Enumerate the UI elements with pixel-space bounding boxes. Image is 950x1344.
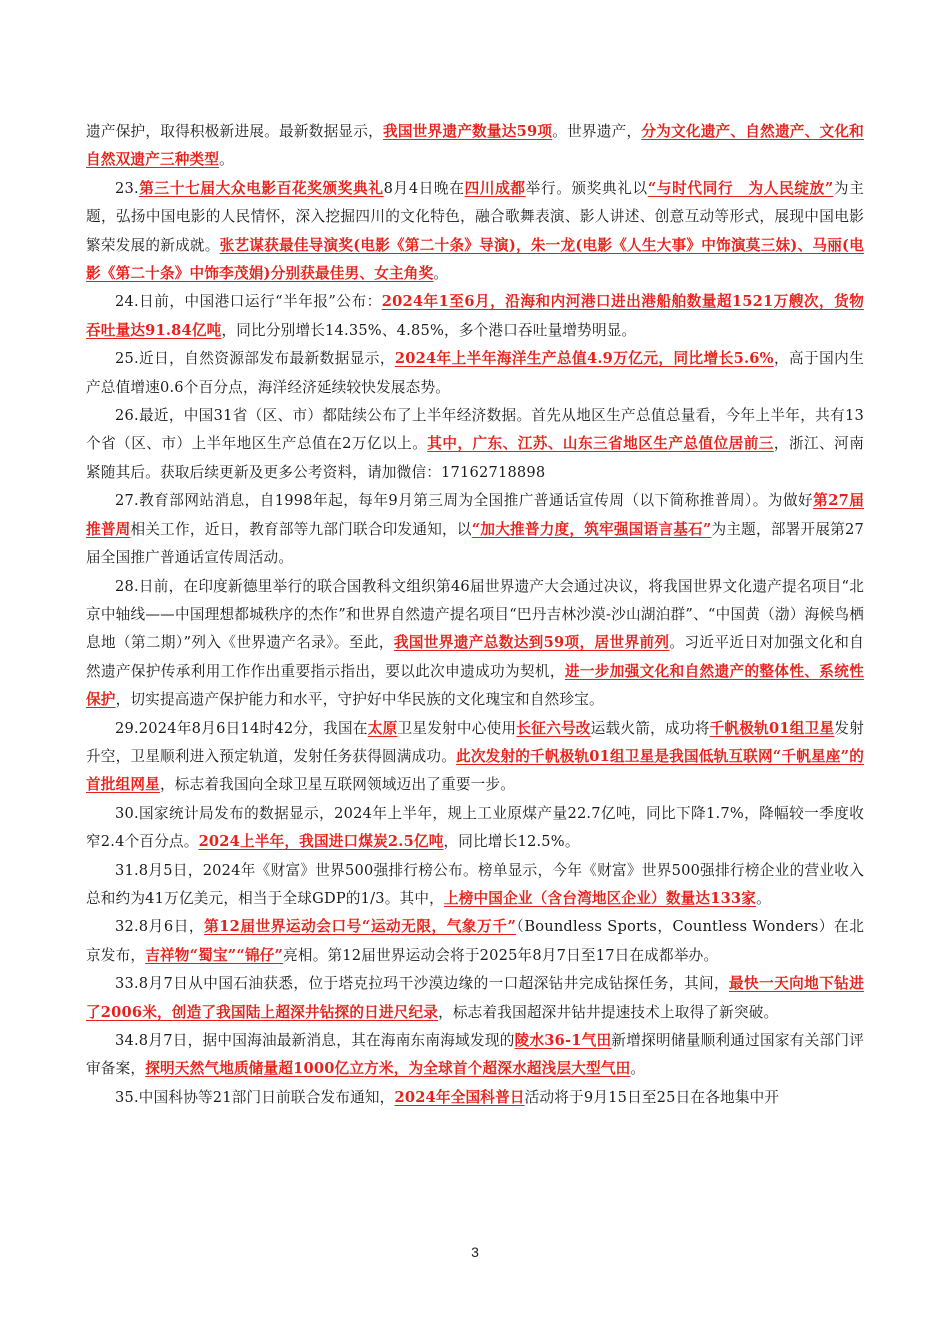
highlighted-text: 分为文化遗产、自然遗产、文化和自然双遗产三种类型 [86, 123, 864, 169]
highlighted-text: 第三十七届大众电影百花奖颁奖典礼 [138, 179, 384, 197]
highlighted-text: 长征六号改 [516, 719, 591, 737]
body-text: 。 [756, 889, 771, 907]
body-text: 27.教育部网站消息，自1998年起，每年9月第三周为全国推广普通话宣传周（以下简称推普周）。为做好 [115, 492, 814, 510]
highlighted-text: 2024年上半年海洋生产总值4.9万亿元，同比增长5.6% [394, 350, 774, 368]
body-text: 34.8月7日，据中国海油最新消息，其在海南东南海域发现的 [115, 1032, 515, 1049]
body-text: 运载火箭，成功将 [590, 719, 710, 737]
paragraph-5 [86, 487, 864, 572]
highlighted-text: 我国世界遗产总数达到59项，居世界前列 [393, 634, 670, 652]
paragraph-8 [86, 800, 864, 857]
highlighted-text: 2024上半年，我国进口煤炭2.5亿吨 [198, 833, 444, 851]
body-text: 。 [630, 1060, 646, 1078]
body-text: 为主题，部署开展第27届全国推广普通话宣传周活动。 [86, 520, 864, 567]
body-text: 举行。颁奖典礼以 [525, 179, 648, 197]
body-text: 33.8月7日从中国石油获悉，位于塔克拉玛干沙漠边缘的一口超深钻井完成钻探任务，其间， [115, 975, 730, 993]
highlighted-text: 2024年1至6月，沿海和内河港口进出港船舶数量超1521万艘次，货物吞吐量达91.84亿吨 [86, 293, 865, 339]
body-text: 29.2024年8月6日14时42分，我国在 [115, 719, 368, 737]
body-text: 25.近日，自然资源部发布最新数据显示， [115, 350, 395, 368]
highlighted-text: 四川成都 [464, 179, 526, 197]
paragraph-6 [86, 573, 864, 715]
highlighted-text: 此次发射的千帆极轨01组卫星是我国低轨互联网“千帆星座”的首批组网星 [86, 747, 864, 794]
body-text: 26.最近，中国31省（区、市）都陆续公布了上半年经济数据。首先从地区生产总值总量看，今年上半年，共有13个省（区、市）上半年地区生产总值在2万亿以上。 [86, 407, 864, 453]
paragraph-2 [86, 288, 864, 345]
paragraph-4 [86, 402, 864, 487]
highlighted-text: “与时代同行 为人民绽放” [647, 179, 834, 197]
highlighted-text: 进一步加强文化和自然遗产的整体性、系统性保护 [86, 662, 864, 709]
body-text: 28.日前，在印度新德里举行的联合国教科文组织第46届世界遗产大会通过决议，将我国世界文化遗产提名项目“北京中轴线——中国理想都城秩序的杰作”和世界自然遗产提名项目“巴丹吉林沙漠-沙山湖泊群”、“中国黄（渤）海候鸟栖息地（第二期）”列入《世界遗产名录》。至此， [86, 577, 864, 652]
highlighted-text: 陵水36-1气田 [514, 1032, 612, 1049]
highlighted-text: 上榜中国企业（含台湾地区企业）数量达133家 [443, 889, 757, 907]
highlighted-text: 最快一天向地下钻进了2006米，创造了我国陆上超深井钻探的日进尺纪录 [86, 975, 864, 1021]
body-text: 新增探明储量顺利通过国家有关部门评审备案， [86, 1032, 864, 1078]
body-text: 。世界遗产， [552, 123, 642, 140]
body-text: 。习近平近日对加强文化和自然遗产保护传承利用工作作出重要指示指出，要以此次申遗成功为契机， [86, 634, 864, 680]
highlighted-text: 张艺谋获最佳导演奖(电影《第二十条》导演)，朱一龙(电影《人生大事》中饰演莫三妹)、马丽(电影《第二十条》中饰李茂娟)分别获最佳男、女主角奖 [86, 236, 864, 283]
body-text: 35.中国科协等21部门日前联合发布通知， [115, 1088, 395, 1106]
body-text: （Boundless Sports，Countless Wonders）在北京发布， [86, 918, 865, 964]
body-text: 遗产保护，取得积极新进展。最新数据显示， [86, 123, 383, 140]
paragraph-13 [86, 1084, 864, 1112]
highlighted-text: 其中，广东、江苏、山东三省地区生产总值位居前三 [427, 435, 774, 453]
body-text: ，标志着我国向全球卫星互联网领域迈出了重要一步。 [159, 776, 516, 794]
body-text: 卫星发射中心使用 [397, 719, 517, 737]
paragraph-11 [86, 970, 864, 1027]
highlighted-text: 第27届推普周 [86, 492, 865, 538]
body-text: 24.日前，中国港口运行“半年报”公布： [115, 293, 382, 311]
body-text: 23. [115, 179, 139, 197]
body-text: ，标志着我国超深井钻井提速技术上取得了新突破。 [438, 1003, 779, 1021]
paragraph-7 [86, 715, 864, 800]
highlighted-text: 第12届世界运动会口号“运动无限，气象万千” [204, 918, 517, 936]
highlighted-text: 我国世界遗产数量达59项 [382, 123, 553, 140]
body-text: 活动将于9月15日至25日在各地集中开 [524, 1088, 780, 1106]
paragraph-9 [86, 857, 864, 914]
highlighted-text: 太原 [367, 719, 398, 737]
body-text: ，浙江、河南紧随其后。获取后续更新及更多公考资料，请加微信：17162718898 [86, 435, 865, 481]
paragraph-3 [86, 345, 864, 402]
highlighted-text: 探明天然气地质储量超1000亿立方米，为全球首个超深水超浅层大型气田 [145, 1060, 631, 1078]
body-text: 亮相。第12届世界运动会将于2025年8月7日至17日在成都举办。 [283, 946, 719, 964]
body-text: ，高于国内生产总值增速0.6个百分点，海洋经济延续较快发展态势。 [86, 350, 864, 396]
paragraph-0 [86, 118, 864, 175]
body-text: 发射升空，卫星顺利进入预定轨道，发射任务获得圆满成功。 [86, 719, 865, 765]
body-text: ，同比增长12.5%。 [443, 833, 580, 851]
paragraph-10 [86, 913, 864, 970]
highlighted-text: “加大推普力度，筑牢强国语言基石” [471, 520, 712, 538]
body-text: 8月4日晚在 [383, 179, 465, 197]
body-text: 32.8月6日， [115, 918, 205, 936]
highlighted-text: 2024年全国科普日 [394, 1088, 525, 1106]
highlighted-text: 吉祥物“蜀宝”“锦仔” [145, 946, 284, 964]
page-number: 3 [471, 1244, 479, 1260]
body-text: ，同比分别增长14.35%、4.85%，多个港口吞吐量增势明显。 [221, 321, 637, 339]
body-text: 为主题，弘扬中国电影的人民情怀，深入挖掘四川的文化特色，融合歌舞表演、影人讲述、创意互动等形式，展现中国电影繁荣发展的新成就。 [86, 179, 864, 254]
paragraph-1 [86, 175, 864, 289]
body-text: ，切实提高遗产保护能力和水平，守护好中华民族的文化瑰宝和自然珍宝。 [115, 691, 604, 709]
body-text: 相关工作，近日，教育部等九部门联合印发通知，以 [130, 520, 472, 538]
document-body [86, 118, 864, 1112]
highlighted-text: 千帆极轨01组卫星 [709, 719, 835, 737]
body-text: 。 [433, 265, 449, 283]
paragraph-12 [86, 1027, 864, 1084]
body-text: 31.8月5日，2024年《财富》世界500强排行榜公布。榜单显示，今年《财富》世界500强排行榜企业的营业收入总和约为41万亿美元，相当于全球GDP的1/3。其中， [86, 861, 864, 907]
body-text: 30.国家统计局发布的数据显示，2024年上半年，规上工业原煤产量22.7亿吨，同比下降1.7%，降幅较一季度收窄2.4个百分点。 [86, 804, 864, 851]
body-text: 。 [219, 151, 234, 169]
